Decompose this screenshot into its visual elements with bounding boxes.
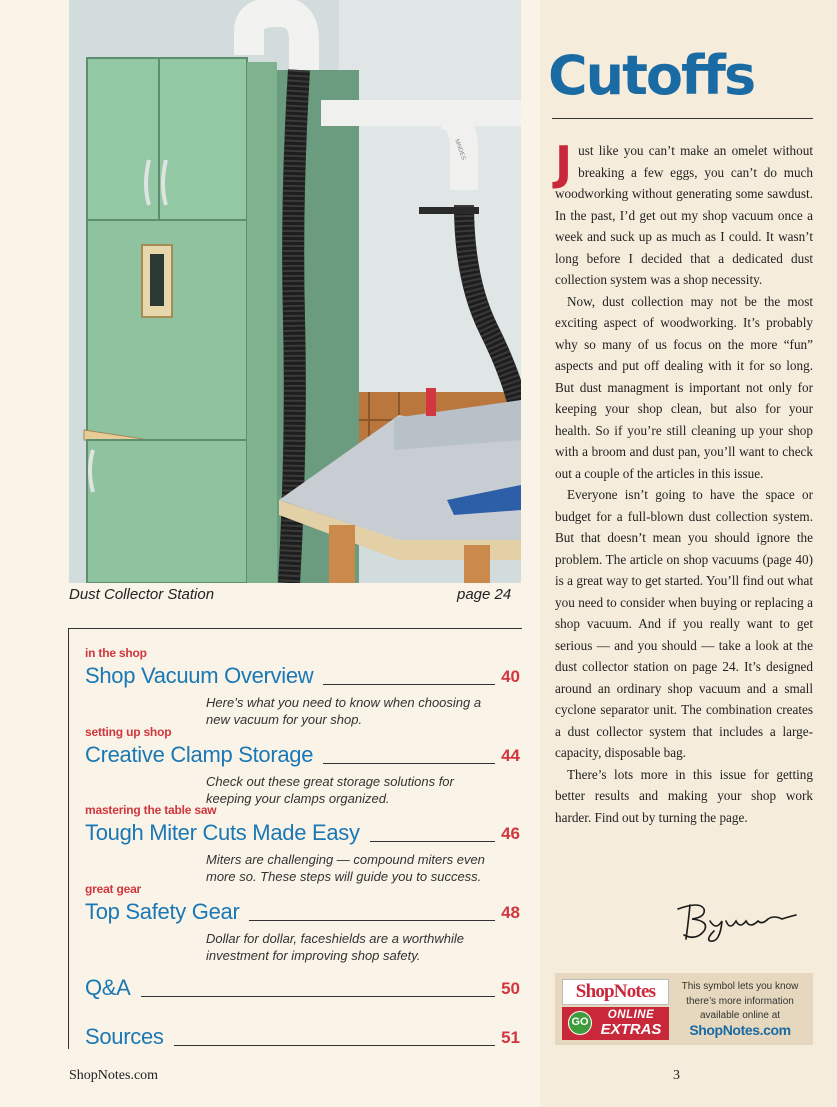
- toc-entry[interactable]: [85, 882, 520, 964]
- toc-leader: [323, 763, 495, 764]
- extras-link[interactable]: ShopNotes.com: [689, 1022, 791, 1038]
- toc-title[interactable]: Top Safety Gear: [85, 899, 240, 924]
- article-paragraph: Now, dust collection may not be the most exciting aspect of woodworking. It’s probably why so many of us focus on the more “fun” aspects and put off dealing with it for so long. But dust managment is important not only for keeping your shop clean, but also for your health. So if you’re still cleaning up your shop with a broom and dust pan, you’ll want to check out a couple of the articles in this issue.: [555, 293, 813, 481]
- toc-entry[interactable]: [85, 803, 520, 885]
- toc-category: great gear: [85, 882, 142, 896]
- toc-leader: [249, 920, 495, 921]
- paragraph-text: ust like you can’t make an omelet without breaking a few eggs, you can’t do much woodworking without generating some sawdust. In the past, I’d get out my shop vacuum once a week and suck up as much as I could. It wasn’t long before I decided that a dedicated dust collection system was a shop necessity.: [555, 143, 813, 287]
- toc-entry[interactable]: [85, 646, 520, 728]
- dust-collector-illustration: [69, 0, 521, 583]
- article-paragraph: Everyone isn’t going to have the space or budget for a full-blown dust collection system. But that doesn’t mean you should ignore the problem. The article on shop vacuums (page 40) is a great way to get started. You’ll find out what you need to consider when buying or replacing a shop vacuum. And if you really want to get serious — and you should — take a look at the dust collector station on page 24. It’s designed around an ordinary shop vacuum and a small cyclone separator unit. The combination creates a dust collector system that includes a large-capacity, disposable bag.: [555, 487, 813, 760]
- toc-description: Here’s what you need to know when choosing a new vacuum for your shop.: [206, 695, 482, 727]
- toc-category: mastering the table saw: [85, 803, 217, 817]
- signature-drawing: [670, 895, 800, 945]
- toc-title[interactable]: Q&A: [85, 975, 131, 1000]
- photo-caption: Dust Collector Station: [69, 586, 215, 603]
- toc-title[interactable]: Creative Clamp Storage: [85, 742, 314, 767]
- article-paragraph: There’s lots more in this issue for getting better results and making your shop work harder. Find out by turning the page.: [555, 766, 813, 825]
- extras-description: This symbol lets you know there’s more information available online at: [681, 981, 799, 1021]
- go-icon: GO: [568, 1011, 592, 1035]
- toc-title[interactable]: Sources: [85, 1024, 164, 1049]
- toc-page-number: 48: [501, 903, 520, 922]
- online-label: ONLINE: [607, 1009, 655, 1021]
- drop-cap: J: [555, 136, 573, 190]
- toc-title[interactable]: Tough Miter Cuts Made Easy: [85, 820, 360, 845]
- toc-description: Check out these great storage solutions for keeping your clamps organized.: [206, 774, 454, 806]
- toc-leader: [370, 841, 495, 842]
- dust-collector-photo: [69, 0, 521, 583]
- badge-red-band: [562, 1007, 669, 1040]
- toc-entry[interactable]: [85, 1022, 520, 1050]
- toc-category: setting up shop: [85, 725, 172, 739]
- toc-page-number: 50: [501, 979, 520, 998]
- heading-rule: [552, 118, 813, 119]
- toc-leader: [174, 1045, 495, 1046]
- toc-entry[interactable]: [85, 725, 520, 807]
- toc-description: Miters are challenging — compound miters even more so. These steps will guide you to success.: [206, 852, 485, 884]
- article-body: [555, 136, 813, 828]
- article-heading: Cutoffs: [548, 44, 755, 107]
- toc-leader: [323, 684, 495, 685]
- toc-description: Dollar for dollar, faceshields are a worthwhile investment for improving shop safety.: [206, 931, 464, 963]
- shopnotes-logo: ShopNotes: [562, 979, 669, 1005]
- photo-caption-page: page 24: [457, 586, 512, 603]
- footer-site: ShopNotes.com: [69, 1068, 159, 1083]
- toc-category: in the shop: [85, 646, 147, 660]
- toc-leader: [141, 996, 496, 997]
- extras-label: EXTRAS: [600, 1021, 662, 1038]
- toc-page-number: 46: [501, 824, 520, 843]
- toc-page-number: 40: [501, 667, 520, 686]
- footer-page-number: 3: [673, 1068, 680, 1083]
- signature: [670, 895, 800, 950]
- article-paragraph: [555, 136, 813, 291]
- toc-entry[interactable]: [85, 973, 520, 1001]
- pipe-label: MNDES: [453, 138, 467, 162]
- toc-page-number: 51: [501, 1028, 520, 1047]
- online-extras-badge[interactable]: [562, 979, 669, 1040]
- toc-page-number: 44: [501, 746, 520, 765]
- toc-title[interactable]: Shop Vacuum Overview: [85, 663, 314, 688]
